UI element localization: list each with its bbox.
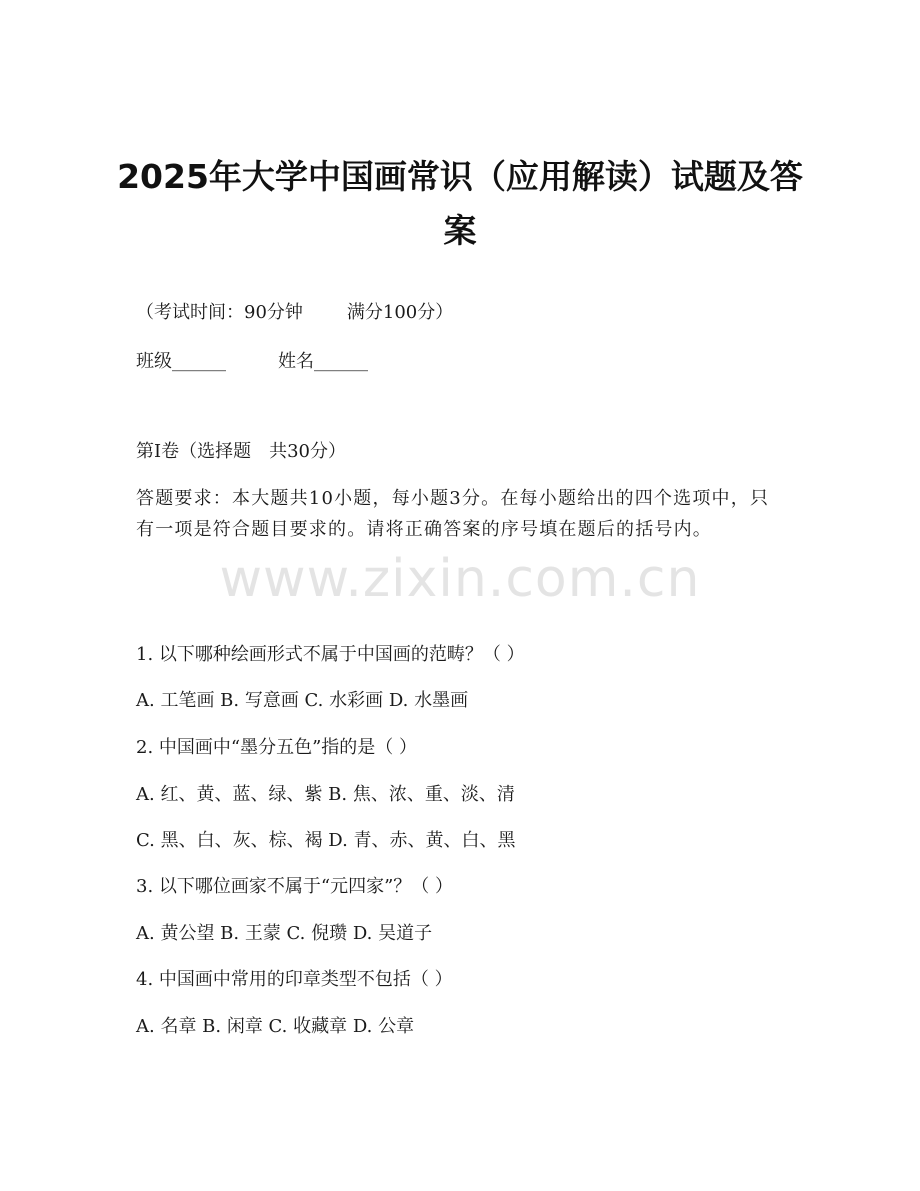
exam-time: （考试时间：90分钟 <box>136 302 303 323</box>
watermark: www.zixin.com.cn <box>219 549 701 609</box>
question-3-options: A. 黄公望 B. 王蒙 C. 倪瓒 D. 吴道子 <box>136 923 433 944</box>
question-4-options: A. 名章 B. 闲章 C. 收藏章 D. 公章 <box>136 1016 415 1037</box>
class-field-label: 班级______ <box>136 351 226 372</box>
section-heading: 第I卷（选择题 共30分） <box>136 441 347 462</box>
question-4-stem: 4. 中国画中常用的印章类型不包括（ ） <box>136 969 453 990</box>
question-3-stem: 3. 以下哪位画家不属于“元四家”？（ ） <box>136 876 454 897</box>
question-1-stem: 1. 以下哪种绘画形式不属于中国画的范畴？（ ） <box>136 644 525 665</box>
question-2-stem: 2. 中国画中“墨分五色”指的是（ ） <box>136 737 418 758</box>
name-field-label: 姓名______ <box>278 351 368 372</box>
student-info <box>136 348 368 376</box>
exam-info <box>136 299 453 327</box>
exam-full-score: 满分100分） <box>346 302 454 323</box>
question-1-options: A. 工笔画 B. 写意画 C. 水彩画 D. 水墨画 <box>136 690 469 711</box>
section-instructions: 答题要求：本大题共10小题，每小题3分。在每小题给出的四个选项中，只有一项是符合题目要求的。请将正确答案的序号填在题后的括号内。 <box>136 488 770 540</box>
question-2-options-row-1: A. 红、黄、蓝、绿、紫 B. 焦、浓、重、淡、清 <box>136 784 515 805</box>
question-2-options-row-2: C. 黑、白、灰、棕、褐 D. 青、赤、黄、白、黑 <box>136 830 516 851</box>
document-title: 2025年大学中国画常识（应用解读）试题及答案 <box>117 157 803 250</box>
